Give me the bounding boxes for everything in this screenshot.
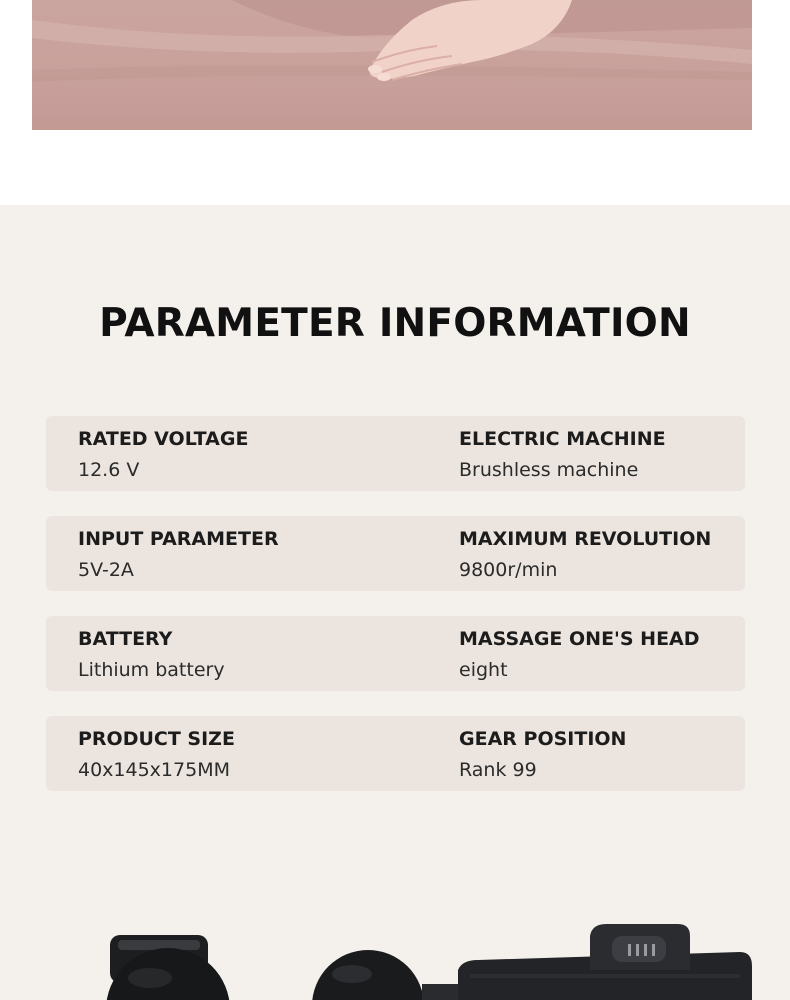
param-value: 9800r/min bbox=[459, 559, 558, 581]
param-row bbox=[46, 416, 745, 491]
param-row bbox=[46, 716, 745, 791]
param-label: BATTERY bbox=[78, 628, 173, 650]
param-label: INPUT PARAMETER bbox=[78, 528, 279, 550]
param-cell-massage-head bbox=[459, 616, 739, 691]
param-cell-gear-position bbox=[459, 716, 739, 791]
lifestyle-photo bbox=[32, 0, 752, 130]
massage-gun-illustration bbox=[0, 900, 790, 1000]
param-cell-battery bbox=[78, 616, 438, 691]
param-label: RATED VOLTAGE bbox=[78, 428, 249, 450]
param-value: Rank 99 bbox=[459, 759, 537, 781]
param-value: eight bbox=[459, 659, 508, 681]
param-value: Lithium battery bbox=[78, 659, 225, 681]
param-cell-input-parameter bbox=[78, 516, 438, 591]
param-value: 5V-2A bbox=[78, 559, 134, 581]
param-cell-product-size bbox=[78, 716, 438, 791]
param-cell-maximum-revolution bbox=[459, 516, 739, 591]
param-label: PRODUCT SIZE bbox=[78, 728, 235, 750]
param-label: MAXIMUM REVOLUTION bbox=[459, 528, 712, 550]
product-photo bbox=[0, 900, 790, 1000]
param-row bbox=[46, 616, 745, 691]
parameter-section bbox=[0, 205, 790, 1000]
param-row bbox=[46, 516, 745, 591]
section-title: PARAMETER INFORMATION bbox=[99, 301, 691, 346]
param-label: ELECTRIC MACHINE bbox=[459, 428, 666, 450]
param-value: 40x145x175MM bbox=[78, 759, 230, 781]
param-cell-rated-voltage bbox=[78, 416, 438, 491]
param-value: Brushless machine bbox=[459, 459, 639, 481]
param-value: 12.6 V bbox=[78, 459, 140, 481]
param-label: GEAR POSITION bbox=[459, 728, 627, 750]
fabric-hand-illustration bbox=[32, 0, 752, 130]
param-cell-electric-machine bbox=[459, 416, 739, 491]
param-label: MASSAGE ONE'S HEAD bbox=[459, 628, 700, 650]
